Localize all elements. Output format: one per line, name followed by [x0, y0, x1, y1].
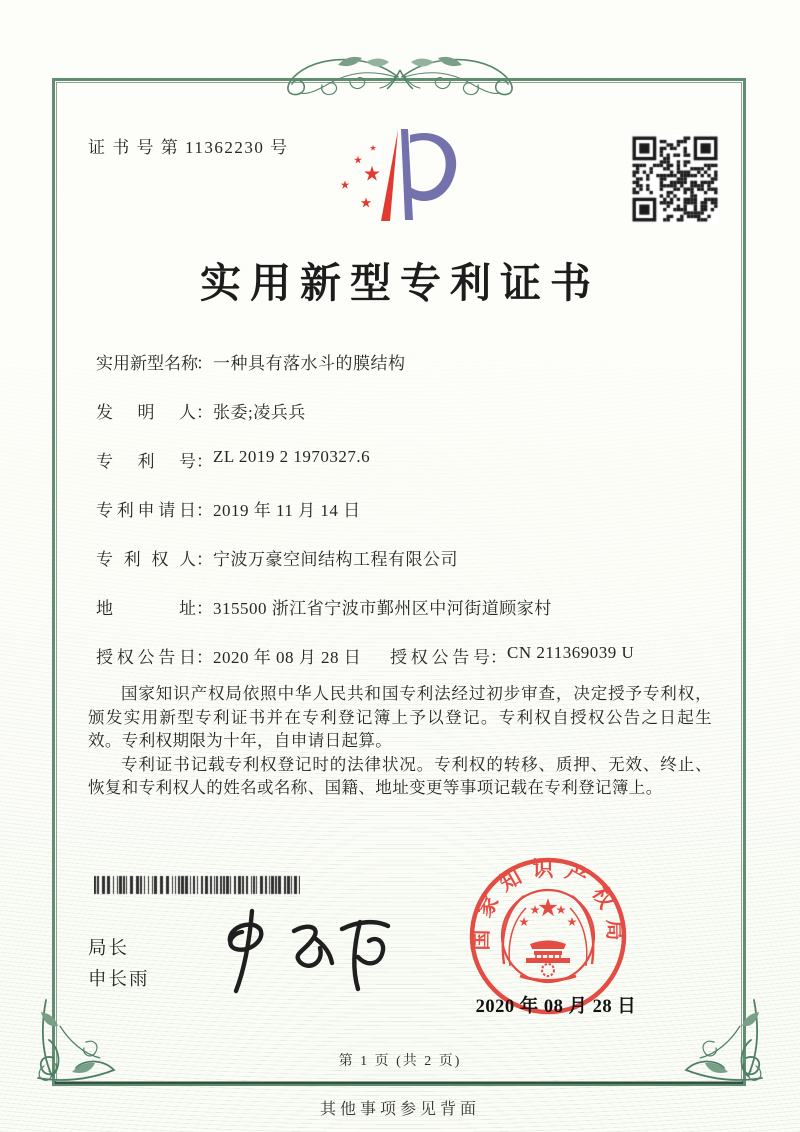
bottom-right-ornament	[678, 996, 770, 1090]
cnipa-logo	[330, 126, 480, 238]
field-value: 张委;凌兵兵	[213, 403, 306, 422]
back-side-note: 其他事项参见背面	[319, 1101, 480, 1118]
field-label: 发明人	[96, 403, 196, 422]
field-colon: ：	[196, 550, 213, 569]
grant-no-value: CN 211369039 U	[507, 643, 635, 662]
field-label: 专利号	[96, 452, 196, 471]
field-colon: ：	[196, 403, 213, 422]
grant-no-group	[390, 643, 634, 668]
commissioner-title: 局长	[88, 939, 130, 959]
commissioner-block	[88, 934, 150, 996]
seal-date: 2020 年 08 月 28 日	[475, 997, 637, 1017]
field-colon: ：	[196, 354, 213, 373]
top-ornament	[278, 50, 522, 106]
field-row-filing-date	[96, 496, 712, 545]
logo-p-stem	[401, 129, 413, 220]
page-number: 第 1 页 (共 2 页)	[338, 1054, 462, 1069]
field-value: 2019 年 11 月 14 日	[213, 501, 361, 520]
barcode	[94, 875, 300, 895]
certificate-title: 实用新型专利证书	[200, 260, 600, 306]
field-list	[96, 349, 712, 692]
legal-paragraph-1: 国家知识产权局依照中华人民共和国专利法经过初步审查，决定授予专利权，颁发实用新型专利证书并在专利登记簿上予以登记。专利权自授权公告之日起生效。专利权期限为十年，自申请日起算。	[88, 684, 712, 750]
field-row-name	[96, 349, 712, 398]
field-label: 地址	[96, 599, 196, 618]
field-label: 专利申请日	[96, 501, 196, 520]
field-row-inventor	[96, 398, 712, 447]
qr-code	[631, 135, 719, 223]
field-colon: ：	[196, 648, 213, 667]
bottom-left-ornament	[30, 996, 122, 1090]
logo-red-wedge	[381, 130, 398, 221]
field-colon: ：	[196, 501, 213, 520]
grant-no-label: 授权公告号	[390, 648, 490, 667]
field-row-patent-no	[96, 447, 712, 496]
field-row-address	[96, 594, 712, 643]
legal-paragraph-2: 专利证书记载专利权登记时的法律状况。专利权的转移、质押、无效、终止、恢复和专利权人的姓名或名称、国籍、地址变更等事项记载在专利登记簿上。	[88, 754, 712, 797]
field-value: 宁波万豪空间结构工程有限公司	[213, 550, 458, 569]
grant-date-value: 2020 年 08 月 28 日	[213, 648, 362, 667]
grant-date-label: 授权公告日	[96, 648, 196, 667]
field-row-patentee	[96, 545, 712, 594]
logo-p-bowl	[410, 133, 456, 201]
field-colon: ：	[490, 648, 507, 667]
commissioner-name: 申长雨	[88, 970, 150, 990]
field-colon: ：	[196, 599, 213, 618]
field-colon: ：	[196, 452, 213, 471]
field-value: 315500 浙江省宁波市鄞州区中河街道顾家村	[213, 599, 552, 618]
field-label: 实用新型名称	[96, 354, 198, 373]
field-value: 一种具有落水斗的膜结构	[213, 354, 406, 373]
handwritten-signature	[208, 901, 396, 997]
seal-national-emblem	[502, 890, 594, 982]
seal-ring-text: 国家知识产权局	[468, 857, 628, 951]
legal-text	[88, 682, 712, 800]
certificate-number: 证 书 号 第 11362230 号	[88, 138, 289, 157]
field-label: 专利权人	[96, 550, 196, 569]
field-value: ZL 2019 2 1970327.6	[213, 447, 371, 466]
